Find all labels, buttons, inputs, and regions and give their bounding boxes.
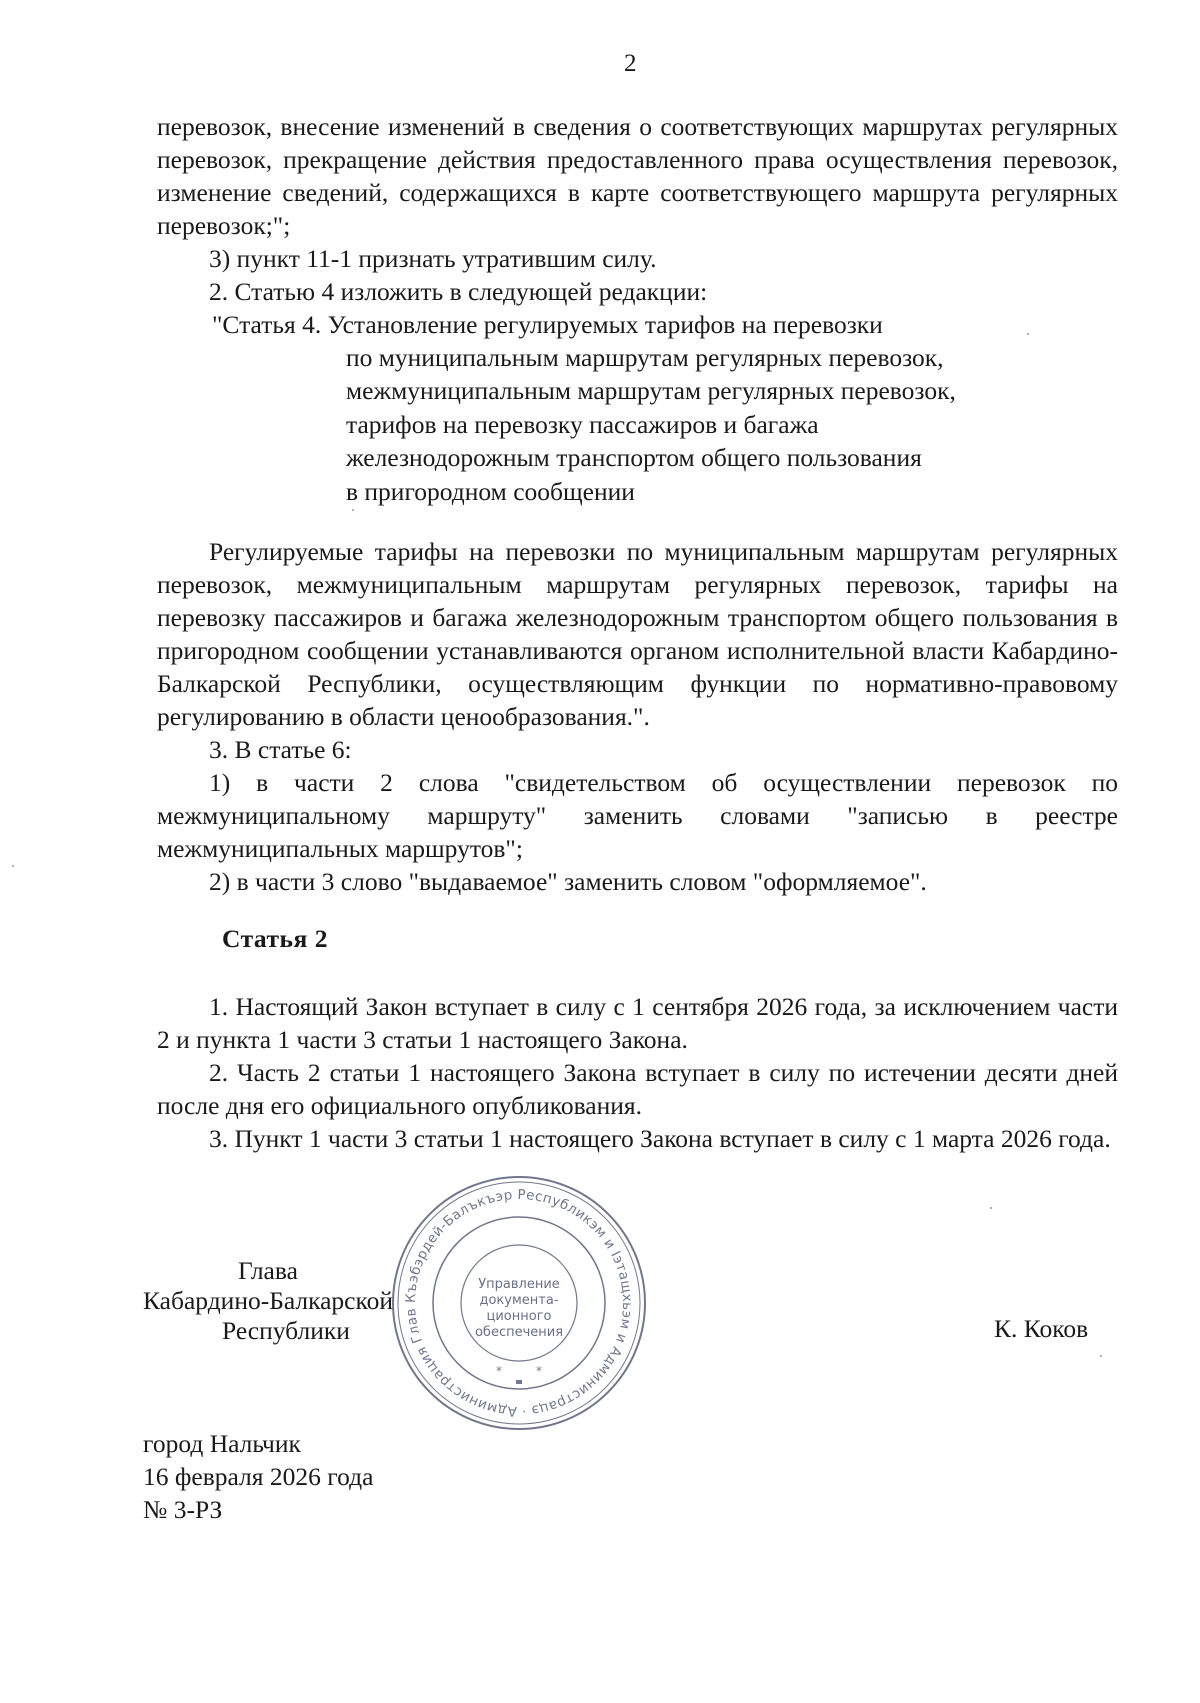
item-2-article4-intro: 2. Статью 4 изложить в следующей редакции: [209, 277, 708, 306]
svg-text:Управление: Управление [478, 1277, 560, 1292]
article4-body-block [157, 535, 1118, 733]
article6-sub2: 2) в части 3 слово "выдаваемое" заменить словом "оформляемое". [209, 867, 927, 896]
article4-body: Регулируемые тарифы на перевозки по муниципальным маршрутам регулярных перевозок, межмуниципальным маршрутам регулярных перевозок, тарифы на перевозку пассажиров и багажа железнодорожным транспортом общего пользования в пригородном сообщении устанавливаются органом исполнительной власти Кабардино-Балкарской Республики, осуществляющим функции по нормативно-правовому регулированию в области ценообразования.". [157, 537, 1118, 731]
article6-block [157, 733, 1118, 898]
document-footer [143, 1427, 373, 1526]
intro-paragraph: перевозок, внесение изменений в сведения о соответствующих маршрутах регулярных перевозок, прекращение действия предоставленного права осуществления перевозок, изменение сведений, содержащихся в карте соответствующего маршрута регулярных перевозок;"; [157, 112, 1118, 240]
scan-speck [1027, 333, 1029, 335]
page-number: 2 [624, 50, 637, 77]
scan-speck [12, 865, 14, 867]
scan-speck [352, 509, 354, 511]
svg-text:ционного: ционного [486, 1309, 552, 1324]
scan-speck [990, 1207, 992, 1209]
date-line: 16 февраля 2026 года [143, 1462, 374, 1491]
intro-paragraph-block [157, 110, 1118, 242]
item-3-repeal: 3) пункт 11-1 признать утратившим силу. [209, 244, 657, 273]
signature-title-line2: Кабардино-Балкарской [143, 1286, 393, 1315]
article4-heading-continuation: по муниципальным маршрутам регулярных перевозок, межмуниципальным маршрутам регулярных перевозок, тарифов на перевозку пассажиров и багажа железнодорожным транспортом общего пользования в пригородном сообщении [346, 343, 956, 506]
amendment-items-block [157, 242, 1118, 308]
article2-p3: 3. Пункт 1 части 3 статьи 1 настоящего Закона вступает в силу с 1 марта 2026 года. [209, 1124, 1111, 1153]
article2-block [157, 990, 1118, 1155]
article4-heading-first-line: "Статья 4. Установление регулируемых тарифов на перевозки [212, 310, 883, 339]
svg-text:обеспечения: обеспечения [474, 1325, 564, 1340]
article2-p1: 1. Настоящий Закон вступает в силу с 1 сентября 2026 года, за исключением части 2 и пункта 1 части 3 статьи 1 настоящего Закона. [157, 992, 1118, 1054]
signature-title-line3: Республики [222, 1316, 350, 1345]
scan-speck [1100, 1355, 1102, 1357]
svg-text:*: * [496, 1364, 502, 1378]
article2-p2: 2. Часть 2 статьи 1 настоящего Закона вступает в силу по истечении десяти дней после дня его официального опубликования. [157, 1058, 1118, 1120]
city-line: город Нальчик [143, 1429, 301, 1458]
svg-text:Къэбэрдей-Балъкъэр Республикэм: Къэбэрдей-Балъкъэр Республикэм и Iэтащхьэм и Администрацэ · Администрация Глав [402, 1186, 636, 1420]
law-number-line: № 3-РЗ [143, 1495, 223, 1524]
svg-text:документа-: документа- [479, 1293, 559, 1308]
svg-text:*: * [536, 1364, 542, 1378]
signatory-name: К. Коков [994, 1314, 1089, 1343]
article6-sub1: 1) в части 2 слова "свидетельством об осуществлении перевозок по межмуниципальному маршруту" заменить словами "записью в реестре межмуниципальных маршрутов"; [157, 768, 1118, 863]
signature-title-line1: Глава [238, 1256, 298, 1285]
official-seal-stamp [389, 1173, 649, 1433]
item-3-article6-intro: 3. В статье 6: [209, 735, 352, 764]
article2-title: Статья 2 [222, 924, 328, 953]
